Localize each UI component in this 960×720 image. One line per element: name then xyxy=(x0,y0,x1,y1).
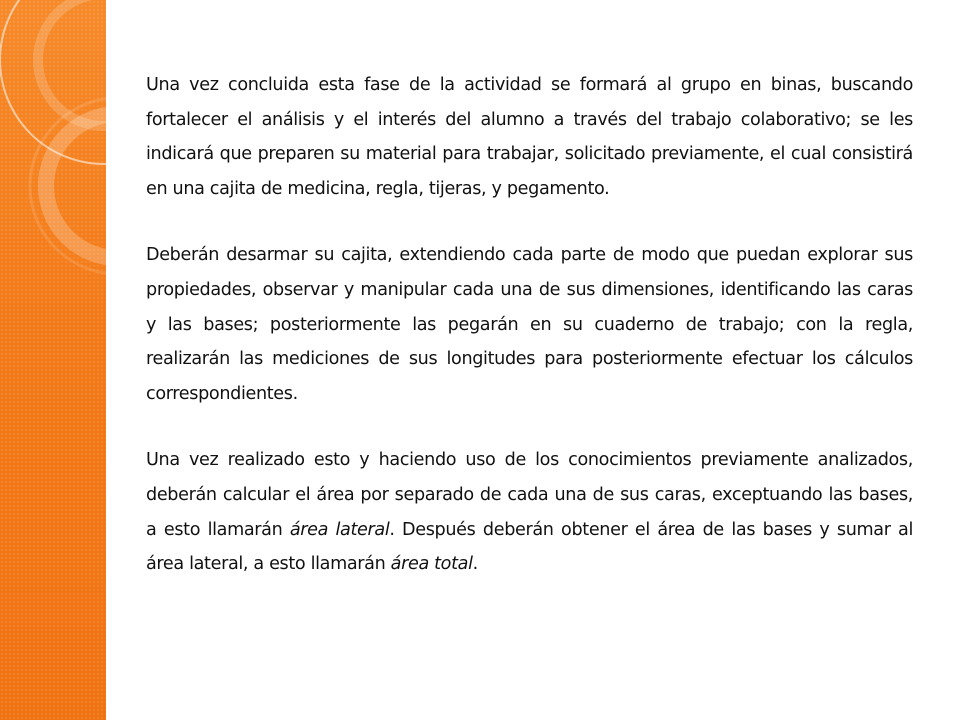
orange-side-band xyxy=(0,0,106,720)
paragraph-calcular-area xyxy=(146,443,913,581)
paragraph-text-segment: . xyxy=(472,554,478,575)
paragraph-text-segment: . Después deberán obtener el área de las bases y sumar al área lateral, a esto llamarán xyxy=(146,519,914,575)
decorative-circles-graphic xyxy=(0,0,106,720)
paragraph-binas: Una vez concluida esta fase de la actividad se formará al grupo en binas, buscando fortalecer el análisis y el interés del alumno a través del trabajo colaborativo; se les indicará que preparen su material para trabajar, solicitado previamente, el cual consistirá en una cajita de medicina, regla, tijeras, y pegamento. xyxy=(146,75,913,199)
decorative-circle-inner xyxy=(38,0,106,126)
paragraph-text-segment: Una vez realizado esto y haciendo uso de los conocimientos previamente analizados, deberán calcular el área por separado de cada una de sus caras, exceptuando las bases, a esto llamarán xyxy=(146,450,913,540)
term-area-lateral: área lateral xyxy=(289,519,390,540)
slide-body xyxy=(146,68,913,614)
decorative-ring xyxy=(46,114,106,258)
paragraph-desarmar-cajita: Deberán desarmar su cajita, extendiendo cada parte de modo que puedan explorar sus propiedades, observar y manipular cada una de sus dimensiones, identificando las caras y las bases; posteriormente las pegarán en su cuaderno de trabajo; con la regla, realizarán las mediciones de sus longitudes para posteriormente efectuar los cálculos correspondientes. xyxy=(146,245,913,404)
term-area-total: área total xyxy=(390,554,473,575)
